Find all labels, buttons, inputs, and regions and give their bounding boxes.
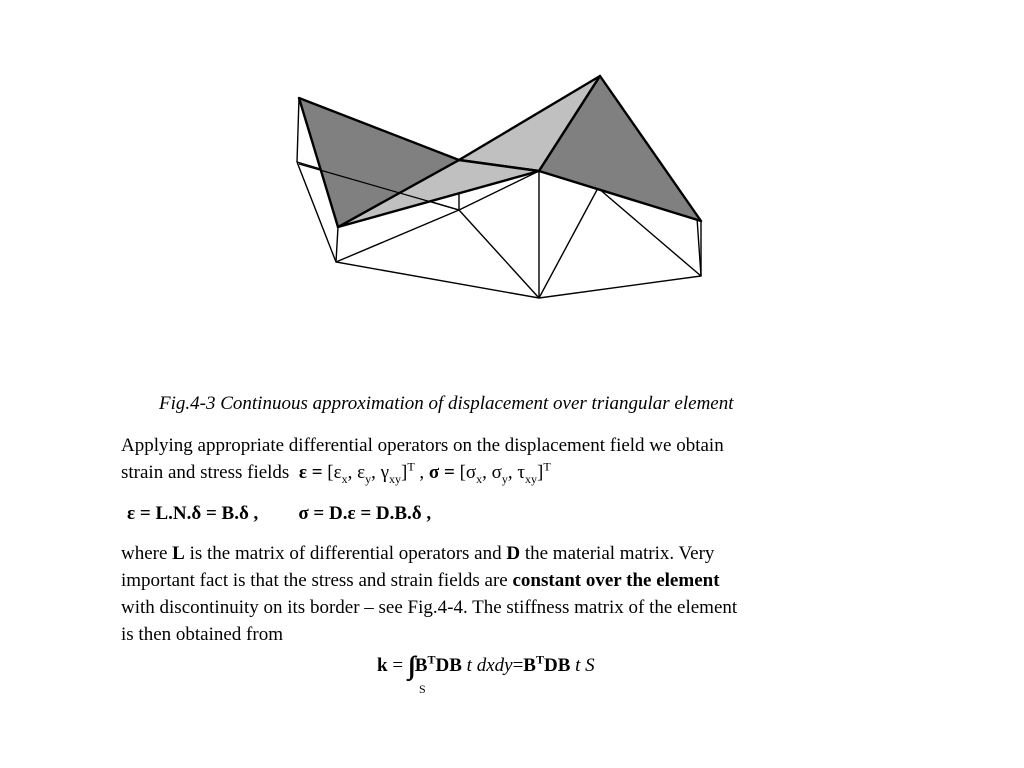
paragraph-line <box>121 540 737 567</box>
area-symbol: S <box>585 655 595 676</box>
text: important fact is that the stress and strain fields are <box>121 570 513 591</box>
double-integral: ∫∫ <box>407 651 411 680</box>
stiffness-formula <box>377 648 595 698</box>
stress-symbol: σ <box>428 462 440 483</box>
bracket: ] <box>537 462 544 483</box>
thickness: t <box>570 655 586 676</box>
separator: , <box>414 462 429 483</box>
base-edge <box>539 188 598 298</box>
equations-line <box>127 500 431 527</box>
matrix-symbol: L <box>172 543 185 564</box>
text: where <box>121 543 173 564</box>
comma: , <box>371 462 381 483</box>
vertical-connector <box>297 98 299 162</box>
matrix-DB: DB <box>435 655 462 676</box>
thickness: t <box>461 655 477 676</box>
comma: , <box>347 462 358 483</box>
emphasis: constant over the element <box>512 570 720 591</box>
matrix-B: B <box>414 655 428 676</box>
integral-domain: S <box>419 682 426 696</box>
paragraph-line <box>121 459 724 486</box>
bracket: ] <box>400 462 408 483</box>
comma: , <box>482 462 492 483</box>
equals: = <box>512 655 524 676</box>
equals: = <box>306 462 328 483</box>
strain-symbol: ε <box>298 462 307 483</box>
equals: = <box>439 462 460 483</box>
superscript: T <box>543 459 551 474</box>
differential: dxdy <box>476 655 513 676</box>
subscript: x <box>476 471 483 486</box>
subscript: y <box>365 471 372 486</box>
subscript: x <box>341 471 348 486</box>
base-edge <box>459 210 539 298</box>
bracket: [ <box>459 462 466 483</box>
equals: = <box>387 655 408 676</box>
paragraph-strain-stress <box>121 432 724 486</box>
symbol: τ <box>517 462 526 483</box>
paragraph-line: Applying appropriate differential operators on the displacement field we obtain <box>121 435 724 456</box>
symbol: ε <box>333 462 342 483</box>
triangular-element-figure <box>0 0 1024 380</box>
symbol: ε <box>357 462 366 483</box>
subscript: y <box>501 471 508 486</box>
matrix-B: B <box>523 655 536 676</box>
text: the material matrix. Very <box>520 543 715 564</box>
matrix-symbol: D <box>506 543 521 564</box>
matrix-DB: DB <box>543 655 571 676</box>
symbol: σ <box>491 462 502 483</box>
paragraph-line: is then obtained from <box>121 624 283 645</box>
strain-equation: ε = L.N.δ = B.δ , <box>127 503 259 524</box>
text: is the matrix of differential operators and <box>184 543 507 564</box>
comma: , <box>507 462 518 483</box>
paragraph-line: with discontinuity on its border – see Fig.4-4. The stiffness matrix of the element <box>121 597 738 618</box>
subscript: xy <box>388 471 401 486</box>
paragraph-stiffness <box>121 540 737 648</box>
symbol: γ <box>380 462 389 483</box>
superscript: T <box>407 459 415 474</box>
vertical-connector <box>336 227 338 262</box>
transpose: T <box>427 652 436 667</box>
transpose: T <box>535 652 544 667</box>
bracket: [ <box>327 462 334 483</box>
subscript: xy <box>525 471 538 486</box>
stress-equation: σ = D.ε = D.B.δ , <box>298 503 432 524</box>
figure-caption: Fig.4-3 Continuous approximation of displacement over triangular element <box>159 393 734 414</box>
paragraph-line <box>121 567 737 594</box>
k-symbol: k <box>377 655 388 676</box>
symbol: σ <box>465 462 477 483</box>
text: strain and stress fields <box>121 462 290 483</box>
displaced-surface <box>299 76 701 227</box>
